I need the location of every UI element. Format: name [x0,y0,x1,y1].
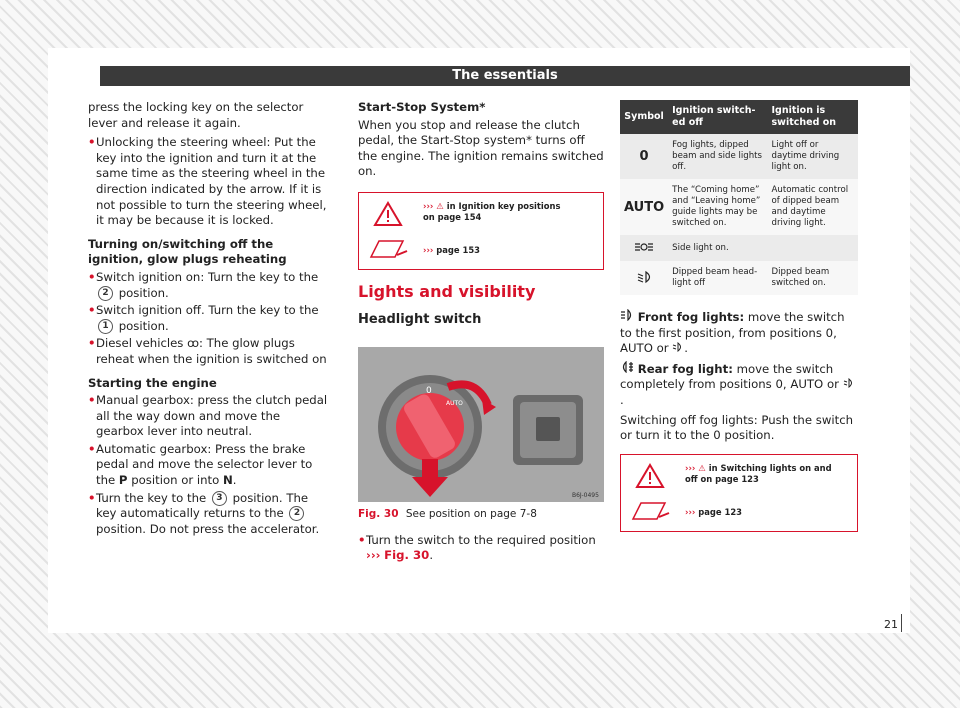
bullet-ignition-off: • Switch ignition off. Turn the key to the 1 position. [88,303,328,334]
column-middle [358,100,604,566]
position-marker: 3 [212,491,227,506]
position-marker: 1 [98,319,113,334]
figure-caption: Fig. 30 See position on page 7-8 [358,508,537,521]
front-fog-light-icon [620,309,634,321]
chevron-right-icon: ››› [423,200,434,211]
table-cell: Fog lights, dipped beam and side lights off. [668,134,767,179]
bullet-automatic-gearbox: • Automatic gearbox: Press the brake pedal and move the selector lever to the P position or into N. [88,442,328,489]
section-header: The essentials [100,66,910,86]
warning-ref-1[interactable]: ››› ⚠ in Ignition key positions on page 154 [423,200,561,222]
table-row [620,261,858,295]
warning-ref-1[interactable]: ››› ⚠ in Switching lights on and off on page 123 [685,462,832,484]
table-cell: Light off or daytime driving light on. [768,134,858,179]
figure-headlight-switch [358,347,604,502]
bullet-manual-gearbox: • Manual gearbox: press the clutch pedal all the way down and move the gearbox lever into neutral. [88,393,328,440]
warning-box [358,192,604,270]
column-left [88,100,328,539]
warning-small-icon: ⚠ [436,200,444,211]
column-header: Symbol [620,100,668,134]
dipped-beam-icon [843,378,855,388]
bullet-glow-plugs: • Diesel vehicles ꝏ: The glow plugs reheat when the ignition is switched on [88,336,328,367]
manual-book-icon [631,499,671,523]
paragraph: press the locking key on the selector lever and release it again. [88,100,304,130]
chevron-right-icon: ››› [423,244,434,255]
page-number-rule [901,614,902,632]
svg-text:AUTO: AUTO [446,400,463,408]
figure-link[interactable]: Fig. 30 [384,548,430,563]
fog-off-text: Switching off fog lights: Push the switch or turn it to the 0 position. [620,412,854,443]
column-header: Ignition switched off [668,100,767,134]
table-header-row [620,100,858,134]
front-fog-text: Front fog lights: move the switch to the first position, from positions 0, AUTO or . [620,310,845,356]
symbol-off: 0 [620,134,668,179]
section-subtitle: Headlight switch [358,311,482,327]
side-light-icon [633,241,655,253]
chevron-right-icon: ››› [685,506,696,517]
warning-box [620,454,858,532]
manual-book-icon [369,237,409,261]
table-row [620,134,858,179]
table-row [620,179,858,235]
warning-small-icon: ⚠ [698,462,706,473]
table-cell: Side light on. [668,235,858,261]
subheading-start-stop: Start-Stop System* [358,100,486,114]
rear-fog-light-icon [620,361,634,373]
chevron-right-icon: ››› [366,548,381,563]
position-marker: 2 [289,506,304,521]
bullet-turn-switch: • Turn the switch to the required position ››› Fig. 30. [358,533,604,564]
dipped-beam-icon [634,270,654,284]
warning-triangle-icon [373,201,403,227]
dipped-beam-icon [672,342,684,352]
section-title: Lights and visibility [358,281,536,301]
table-row [620,235,858,261]
paragraph: When you stop and release the clutch pedal, the Start-Stop system* turns off the engine. The ignition remains switched on. [358,117,604,179]
page-number: 21 [884,618,898,631]
headlight-switch-illustration [358,347,604,502]
subheading-starting: Starting the engine [88,375,217,390]
svg-text:B6J-0495: B6J-0495 [572,492,599,500]
bullet-ignition-on: • Switch ignition on: Turn the key to the 2 position. [88,270,328,301]
manual-page [48,48,910,633]
table-cell: The “Coming home” and “Leaving home” guide lights may be switched on. [668,179,767,235]
position-marker: 2 [98,286,113,301]
warning-ref-2[interactable]: ››› page 123 [685,506,743,517]
table-cell: Dipped beam switched on. [768,261,858,295]
svg-text:0: 0 [426,386,432,397]
table-cell: Automatic control of dipped beam and daytime driving light. [768,179,858,235]
bullet-unlock-steering: • Unlocking the steering wheel: Put the key into the ignition and turn it at the same time as the steering wheel in the direction indicated by the arrow. If it is not possible to turn the steering wheel, it may be because it is locked. [88,135,328,229]
column-header: Ignition is switched on [768,100,858,134]
warning-triangle-icon [635,463,665,489]
light-symbol-table [620,100,858,295]
rear-fog-text: Rear fog light: move the switch completely from positions 0, AUTO or . [620,361,858,409]
chevron-right-icon: ››› [685,462,696,473]
column-right [620,100,858,546]
subheading-ignition: Turning on/switching off the ignition, glow plugs reheating [88,236,287,267]
symbol-auto: AUTO [620,179,668,235]
table-cell: Dipped beam headlight off [668,261,767,295]
warning-ref-2[interactable]: ››› page 153 [423,244,481,255]
bullet-turn-key: • Turn the key to the 3 position. The key automatically returns to the 2 position. Do not press the accelerator. [88,491,328,538]
